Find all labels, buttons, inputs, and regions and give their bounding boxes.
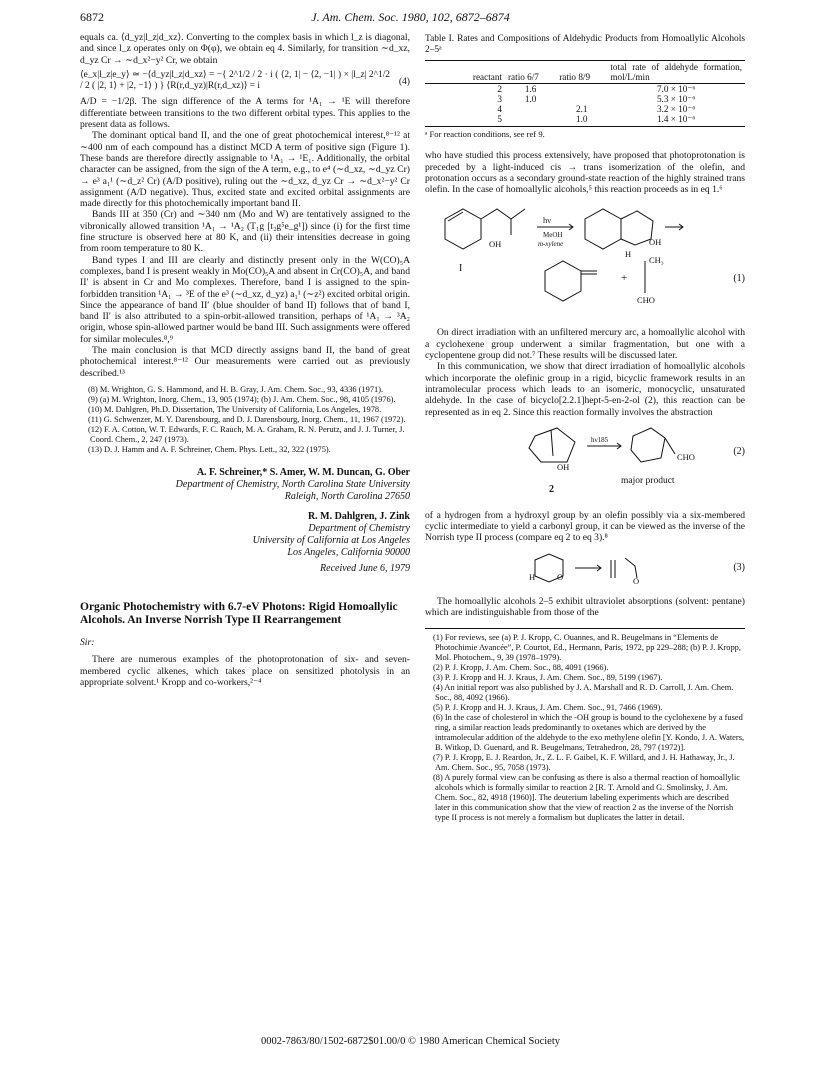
reference: (7) P. J. Kropp, E. J. Reardon, Jr., Z. L. F. Gaibel, K. F. Willard, and J. H. Hathaway, Jr., J. Am. Chem. Soc., 95, 7058 (1973).	[433, 753, 735, 773]
paragraph: The dominant optical band II, and the one of great photochemical interest,⁸⁻¹² at ∼400 nm of each compound has a distinct MCD A term of positive sign (Figure 1). These bands are therefore directly assignable to ¹A₁ → ¹E₁. Additionally, the orbital character can be assigned, from the sign of the A term, e.g., to e⁴ (∼d_xz, ∼d_yz Cr) → e³ a₁¹ (∼d_z² Cr) (A/D positive), ruling out the ∼d_xz, d_yz Cr → ∼d_x²−y² Cr assignment (A/D negative). Thus, excited state and excited orbital assignments are made directly for this photochemically important band II.	[80, 130, 410, 210]
paragraph: The main conclusion is that MCD directly assigns band II, the band of great photochemical interest.⁸⁻¹² Our measurements were carried out as previously described.¹³	[80, 345, 410, 379]
cell: 4	[497, 104, 502, 114]
paragraph: who have studied this process extensively, have proposed that photoprotonation is preceded by a light-induced cis → trans isomerization of the olefin, and protonation occurs as a secondary ground-state reaction of the highly strained trans olefin. In the case of homoallylic alcohols,⁵ this reaction proceeds as in eq 1.⁶	[425, 150, 745, 196]
table-row	[425, 84, 745, 95]
paragraph: A/D = −1/2β. The sign difference of the A terms for ¹A₁ → ¹E will therefore differentiate between transitions to the two different orbital types. This applies to the present data as follows.	[80, 96, 410, 131]
paragraph: Band types I and III are clearly and distinctly present only in the W(CO)₅A complexes, band I is present weakly in Mo(CO)₅A and absent in Cr(CO)₅A, and band II′ is absent in Cr and Mo complexes. Therefore, band I is assigned to the spin-forbidden transition ¹A₁ → ³E of the e³ (∼d_xz, d_yz) a₁¹ (∼z²) excited orbital origin. Since the appearance of band II′ (blue shoulder of band II) follows that of band I, band II′ is also attributed to a spin-orbit-allowed transition, perhaps of ¹A₁ → ³A₂ origin, whose spin-allowed partner would be band III. Such assignments were offered for similar molecules.⁸,⁹	[80, 254, 410, 345]
arrow-label: MeOH	[543, 231, 563, 240]
authors: R. M. Dahlgren, J. Zink	[307, 510, 410, 522]
page-number: 6872	[80, 10, 104, 24]
reference: (11) G. Schwenzer, M. Y. Darensbourg, and D. J. Darensbourg, Inorg. Chem., 11, 1967 (1972).	[88, 414, 406, 424]
reaction-scheme-2	[425, 424, 745, 504]
equation-3-number: (3)	[733, 561, 745, 573]
reference: (6) In the case of cholesterol in which the -OH group is bound to the cyclohexene by a fused ring, a similar reaction leads predominantly to oxetanes which are derived by the intramolecular addition of the aldehyde to the exo methylene olefin [Y. Kondo, J. A. Waters, B. Witkop, D. Guenard, and R. Beugelmans, Tetrahedron, 28, 797 (1972)].	[433, 713, 745, 753]
cell: 3	[497, 94, 502, 104]
affiliation: Department of Chemistry	[308, 522, 410, 534]
cell	[505, 114, 556, 124]
reference: (2) P. J. Kropp, J. Am. Chem. Soc., 88, 4091 (1966).	[433, 663, 609, 673]
column-header: ratio 8/9	[556, 61, 607, 84]
journal-citation: J. Am. Chem. Soc. 1980, 102, 6872–6874	[311, 10, 510, 24]
cell: 5	[497, 114, 502, 124]
oxygen-label: O	[633, 575, 640, 586]
references-right	[425, 628, 745, 823]
data-table	[425, 60, 745, 124]
affiliation: Los Angeles, California 90000	[287, 546, 410, 558]
cell	[556, 94, 607, 104]
received-date: Received June 6, 1979	[320, 562, 410, 574]
paragraph: The homoallylic alcohols 2–5 exhibit ultraviolet absorptions (solvent: pentane) which are indistinguishable from those of the	[425, 595, 745, 619]
scheme-3-drawing	[425, 550, 745, 590]
hydroxyl-label: OH	[649, 237, 662, 248]
cell: 1.0	[524, 94, 537, 104]
bicyclic-ring	[585, 209, 621, 249]
reaction-scheme-1	[425, 201, 745, 321]
hydrogen-label: H	[529, 571, 536, 582]
cell: 1.4 × 10⁻⁶	[656, 114, 696, 124]
hydrogen-label: H	[625, 249, 632, 260]
reference: (1) For reviews, see (a) P. J. Kropp, C. Ouannes, and R. Beugelmans in “Elements de Photochimie Avancée”, P. Courtot, Ed., Hermann, Paris, 1972, pp 229–288; (b) P. J. Kropp, Mol. Photochem., 9, 39 (1978–1979).	[433, 633, 741, 663]
reference: (3) P. J. Kropp and H. J. Kraus, J. Am. Chem. Soc., 89, 5199 (1967).	[433, 673, 663, 683]
article-title: Organic Photochemistry with 6.7-eV Photons: Rigid Homoallylic Alcohols. An Inverse Norrish Type II Rearrangement	[80, 600, 398, 626]
left-column	[80, 32, 410, 688]
intro-paragraph: equals ca. ⟨d_yz|l_z|d_xz⟩. Converting to the complex basis in which l_z is diagonal, and since l_z operates only on Φ(φ), we obtain eq 4. Similarly, for transition ∼d_xz, d_yz Cr → ∼d_x²−y² Cr, we obtain	[80, 32, 410, 66]
paragraph: On direct irradiation with an unfiltered mercury arc, a homoallylic alcohol with a cyclohexene group underwent a similar fragmentation, but one with a cyclopentene group did not.⁷ These results will be discussed later.	[425, 327, 745, 362]
cell: 2	[497, 84, 502, 94]
cell: 1.6	[524, 84, 537, 94]
reference: (8) M. Wrighton, G. S. Hammond, and H. B. Gray, J. Am. Chem. Soc., 93, 4336 (1971).	[88, 384, 384, 394]
cell: 2.1	[576, 104, 588, 114]
cell: 7.0 × 10⁻⁶	[656, 84, 696, 94]
equation-4	[80, 70, 410, 93]
table-1	[425, 34, 745, 140]
affiliation: University of California at Los Angeles	[252, 534, 410, 546]
equation-2-number: (2)	[733, 445, 745, 457]
plus-sign: +	[621, 272, 628, 285]
paragraph: of a hydrogen from a hydroxyl group by an olefin possibly via a six-membered cyclic intermediate to yield a carbonyl group, it can be viewed as the inverse of the Norrish type II process (compare eq 2 to eq 3).⁸	[425, 509, 745, 544]
reaction-scheme-3	[425, 550, 745, 590]
arrow-label: m-xylene	[538, 240, 564, 249]
compound-label: I	[459, 263, 463, 275]
aldehyde-label: CHO	[677, 451, 695, 462]
methyl-label: CH₃	[649, 255, 664, 266]
table-row	[425, 94, 745, 104]
equation-4-text: ⟨e_x|l_z|e_y⟩ ≃ −⟨d_yz|l_z|d_xz⟩ = −{ 2^1/2 / 2 · i ( ⟨2, 1| − ⟨2, −1| ) × |l_z| 2^1/2 / 2 ( |2, 1⟩ + |2, −1⟩ ) } ⟨R(r,d_yz)|R(r,d_xz)⟩ = i	[80, 69, 390, 92]
product-ring	[545, 261, 581, 301]
cyclohexene-ring	[445, 209, 481, 249]
author-block	[80, 467, 410, 575]
cell	[505, 104, 556, 114]
page-footer: 0002-7863/80/1502-6872$01.00/0 © 1980 American Chemical Society	[260, 1036, 561, 1047]
reference: (4) An initial report was also published by J. A. Marshall and R. D. Carroll, J. Am. Chem. Soc., 88, 4092 (1966).	[433, 683, 734, 703]
arrow-label: hν185	[591, 435, 609, 444]
salutation: Sir:	[80, 636, 95, 648]
table-footnote: ᵃ For reaction conditions, see ref 9.	[425, 126, 745, 140]
oxygen-label: O	[557, 571, 564, 582]
column-header: total rate of aldehyde formation, mol/L/min	[607, 61, 745, 84]
product-caption: major product	[621, 475, 675, 486]
paragraph: Bands III at 350 (Cr) and ∼340 nm (Mo and W) are tentatively assigned to the vibronically allowed transition ¹A₁ → ¹A₂ (T₁g [t₂g⁵e_g¹]) since (i) for the first time fine structure is observed here at 80 K, and (ii) their intensities decrease in going from room temperature to 80 K.	[80, 209, 410, 255]
paragraph: There are numerous examples of the photoprotonation of six- and seven-membered cyclic alkenes, which takes place on sensitized photolysis in an appropriate solvent.¹ Kropp and co-workers,²⁻⁴	[80, 654, 410, 688]
reference: (13) D. J. Hamm and A. F. Schreiner, Chem. Phys. Lett., 32, 322 (1975).	[88, 444, 331, 454]
authors: A. F. Schreiner,* S. Amer, W. M. Duncan, G. Ober	[196, 466, 410, 478]
cell: 1.0	[576, 114, 588, 124]
column-header: ratio 6/7	[505, 61, 556, 84]
reference: (9) (a) M. Wrighton, Inorg. Chem., 13, 905 (1974); (b) J. Am. Chem. Soc., 98, 4105 (1976).	[88, 394, 396, 404]
compound-label: 2	[549, 483, 554, 495]
reference: (8) A purely formal view can be confusing as there is also a thermal reaction of homoallylic alcohols which is formally similar to reaction 2 [R. T. Arnold and G. Smolinsky, J. Am. Chem. Soc., 82, 4918 (1960)]. The deuterium labeling experiments which are described later in this communication show that the view of reaction 2 as the inverse of the Norrish type II process is not merely a formalism but duplicates the latter in detail.	[433, 773, 740, 823]
cell: 5.3 × 10⁻⁶	[656, 94, 696, 104]
references-left	[80, 385, 410, 455]
table-row	[425, 104, 745, 114]
running-header	[80, 10, 741, 28]
hydroxyl-label: OH	[557, 461, 570, 472]
equation-4-number: (4)	[398, 75, 410, 87]
affiliation: Department of Chemistry, North Carolina State University	[175, 478, 410, 490]
arrow-label: hν	[543, 215, 552, 226]
reference: (12) F. A. Cotton, W. T. Edwards, F. C. Rauch, M. A. Graham, R. N. Perutz, and J. J. Turner, J. Coord. Chem., 2, 247 (1973).	[88, 424, 405, 444]
affiliation: Raleigh, North Carolina 27650	[284, 490, 410, 502]
cell	[556, 84, 607, 95]
column-header: reactant	[425, 61, 505, 84]
equation-1-number: (1)	[733, 273, 745, 285]
scheme-2-drawing	[425, 424, 745, 504]
reference: (10) M. Dahlgren, Ph.D. Dissertation, The University of California, Los Angeles, 1978.	[88, 404, 382, 414]
product-ring	[631, 428, 665, 462]
aldehyde-label: CHO	[637, 295, 655, 306]
table-caption: Table I. Rates and Compositions of Aldehydic Products from Homoallylic Alcohols 2–5ᵃ	[425, 34, 745, 55]
table-row	[425, 114, 745, 124]
reference: (5) P. J. Kropp and H. J. Kraus, J. Am. Chem. Soc., 91, 7466 (1969).	[433, 703, 663, 713]
right-column	[425, 32, 745, 823]
scheme-1-drawing	[425, 201, 745, 321]
paragraph: In this communication, we show that direct irradiation of homoallylic alcohols which incorporate the olefinic group in a rigid, bicyclic framework results in an intramolecular process which leads to an isomeric, monocyclic, unsaturated aldehyde. In the case of bicyclo[2.2.1]hept-5-en-2-ol (2), this reaction can be represented as in eq 2. Since this reaction formally involves the abstraction	[425, 361, 745, 418]
hydroxyl-label: OH	[489, 239, 502, 250]
cell: 3.2 × 10⁻⁶	[656, 104, 696, 114]
